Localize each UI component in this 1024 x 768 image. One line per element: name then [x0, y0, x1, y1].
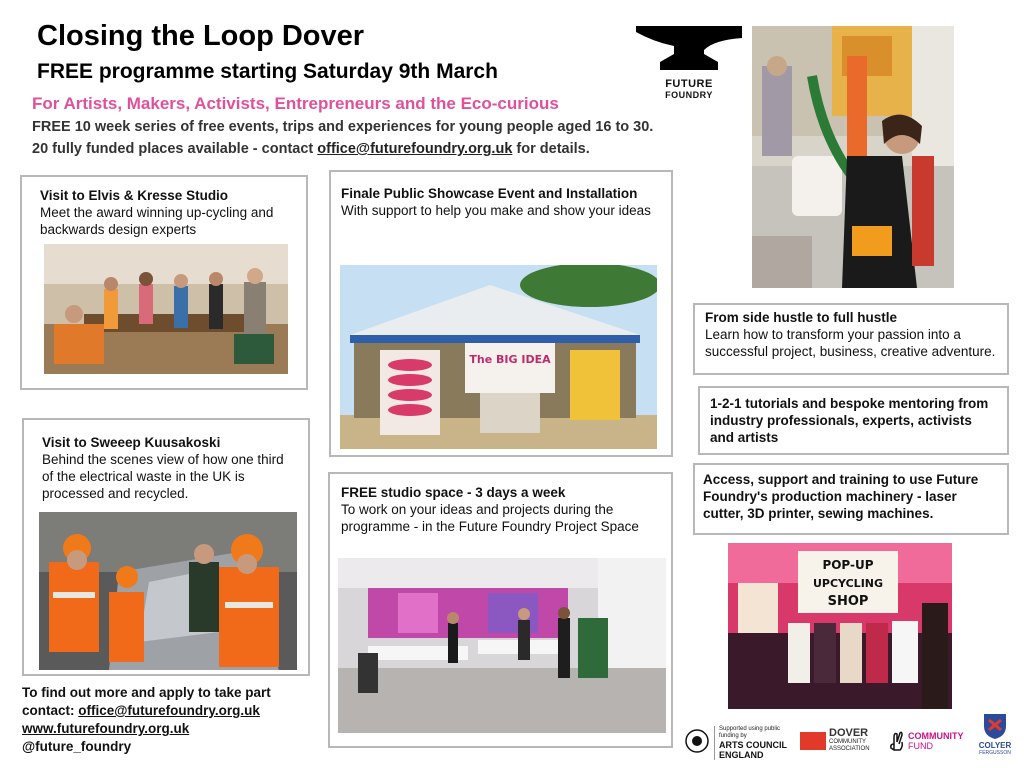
elvis-kresse-workshop-photo	[44, 244, 288, 374]
card-body: Behind the scenes view of how one third of the electrical waste in the UK is processed and recycled.	[42, 452, 284, 501]
footer-contact: To find out more and apply to take part contact: office@futurefoundry.org.uk www.futurefoundry.org.uk @future_foundry	[22, 684, 332, 756]
card-sweeep-kuusakoski	[22, 418, 310, 676]
footer-website-link[interactable]: www.futurefoundry.org.uk	[22, 721, 190, 736]
footer-email-link[interactable]: office@futurefoundry.org.uk	[78, 703, 260, 718]
svg-text:POP-UP: POP-UP	[822, 558, 874, 572]
info-side-hustle	[693, 303, 1009, 375]
intro-line-1: FREE 10 week series of free events, trips and experiences for young people aged 16 to 30.	[32, 119, 654, 135]
card-studio-space	[328, 472, 673, 748]
page-title: Closing the Loop Dover	[37, 20, 365, 52]
card-body: Meet the award winning up-cycling and backwards design experts	[40, 205, 274, 237]
crossed-fingers-icon	[888, 730, 906, 752]
card-heading: Finale Public Showcase Event and Installation	[341, 186, 638, 201]
info-tutorials: 1-2-1 tutorials and bespoke mentoring from industry professionals, experts, activists and artists	[698, 386, 1009, 455]
arts-council-roundel-icon	[684, 728, 710, 754]
community-fund-logo: COMMUNITY FUND	[888, 728, 962, 754]
footer-social-handle: @future_foundry	[22, 739, 132, 754]
card-heading: Visit to Sweeep Kuusakoski	[42, 435, 221, 450]
big-idea-banner-text: The BIG IDEA	[469, 353, 551, 366]
card-elvis-kresse	[20, 175, 308, 390]
shield-icon	[982, 712, 1008, 740]
audience-line: For Artists, Makers, Activists, Entrepreneurs and the Eco-curious	[32, 94, 559, 113]
project-space-photo	[338, 558, 666, 733]
big-idea-marquee-photo	[340, 265, 657, 449]
dover-community-association-logo: DOVER COMMUNITY ASSOCIATION	[800, 728, 880, 754]
card-body: To work on your ideas and projects during the programme - in the Future Foundry Project Space	[341, 502, 639, 534]
info-body: Learn how to transform your passion into a successful project, business, creative adventure.	[705, 327, 996, 359]
colyer-fergusson-logo: COLYER FERGUSSON	[972, 712, 1018, 764]
card-finale-showcase	[329, 170, 673, 457]
intro-line-2: 20 fully funded places available - contact office@futurefoundry.org.uk for details.	[32, 141, 590, 157]
recycling-visit-photo	[39, 512, 297, 670]
card-heading: FREE studio space - 3 days a week	[341, 485, 566, 500]
maker-studio-photo	[752, 26, 954, 288]
svg-text:UPCYCLING: UPCYCLING	[812, 577, 884, 590]
intro-text	[32, 116, 752, 160]
dca-mark-icon	[800, 732, 826, 750]
info-machinery: Access, support and training to use Future Foundry's production machinery - laser cutter, 3D printer, sewing machines.	[693, 463, 1009, 535]
intro-email-link[interactable]: office@futurefoundry.org.uk	[317, 141, 513, 157]
future-foundry-logo: FUTURE FOUNDRY	[634, 24, 744, 98]
svg-text:SHOP: SHOP	[827, 594, 869, 609]
page-subtitle: FREE programme starting Saturday 9th March	[37, 60, 498, 83]
anvil-icon	[634, 24, 744, 74]
arts-council-logo: Supported using public funding by ARTS COUNCIL ENGLAND	[684, 724, 794, 758]
info-heading: From side hustle to full hustle	[705, 310, 898, 325]
card-body: With support to help you make and show your ideas	[341, 203, 651, 218]
card-heading: Visit to Elvis & Kresse Studio	[40, 188, 229, 203]
popup-upcycling-shop-photo	[728, 543, 952, 709]
